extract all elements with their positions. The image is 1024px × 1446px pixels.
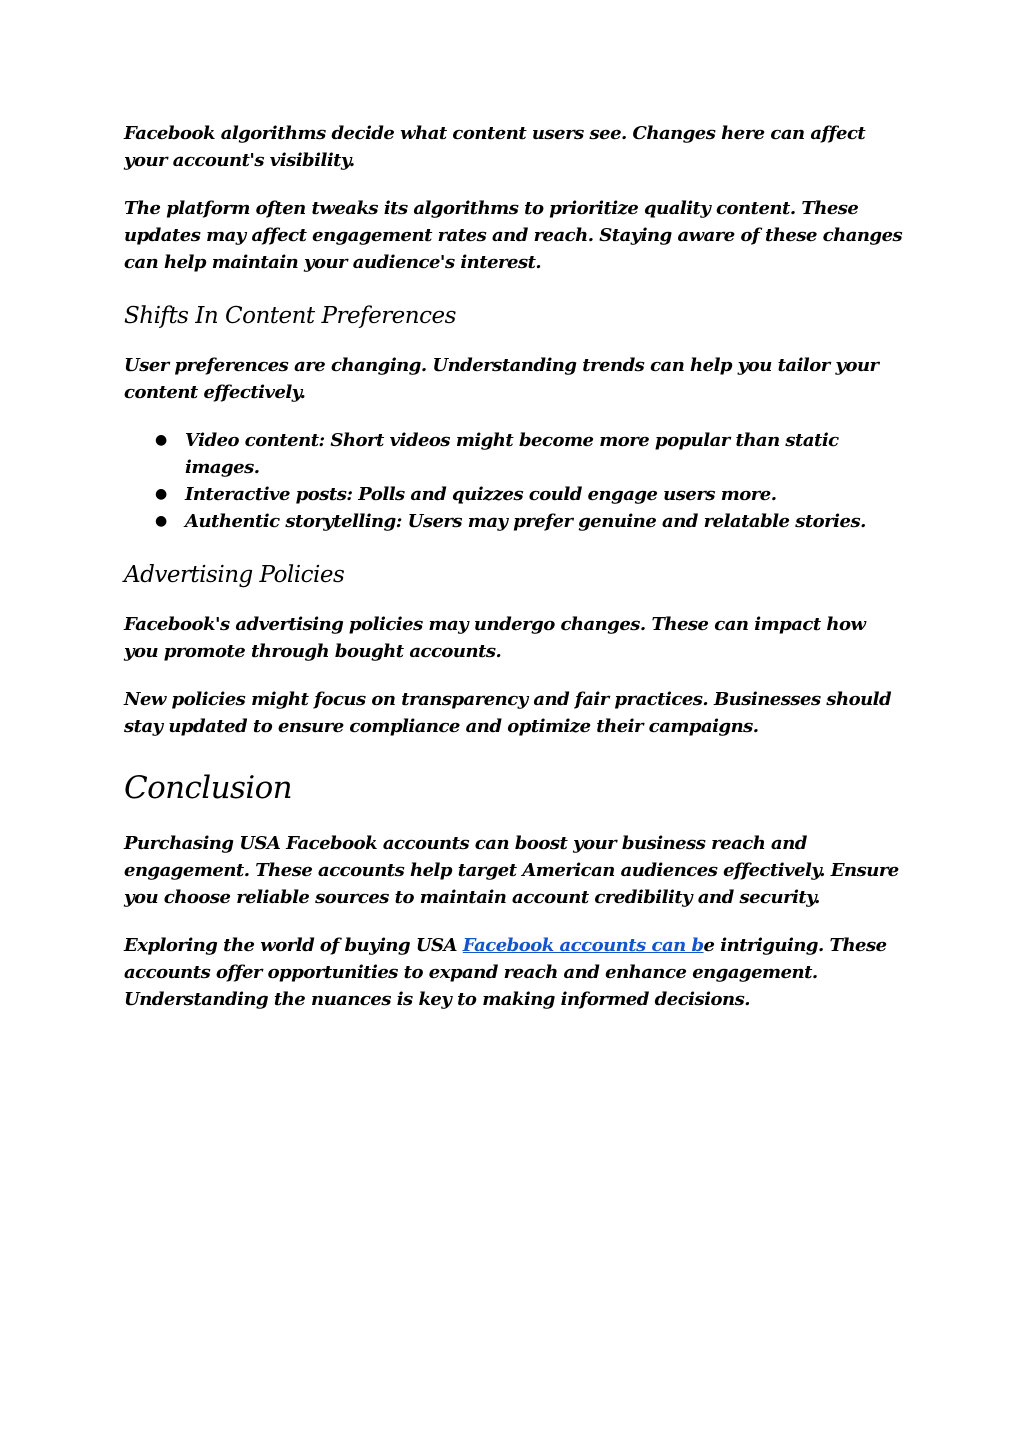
facebook-accounts-link[interactable]: Facebook accounts can b — [462, 935, 704, 956]
list-item-text: Video content: Short videos might become more popular than static images. — [185, 430, 839, 478]
list-item — [124, 481, 904, 508]
paragraph-text-before-link: Exploring the world of buying USA — [124, 935, 463, 956]
heading-shifts-in-content-preferences: Shifts In Content Preferences — [124, 303, 456, 329]
paragraph-algorithm-tweaks: The platform often tweaks its algorithms to prioritize quality content. These updates may affect engagement rates and reach. Staying aware of these changes can help maintain your audience's interest. — [124, 198, 903, 273]
paragraph-algorithms-intro: Facebook algorithms decide what content users see. Changes here can affect your account's visibility. — [124, 123, 866, 171]
list-item-text: Authentic storytelling: Users may prefer genuine and relatable stories. — [185, 511, 866, 532]
list-item-text: Interactive posts: Polls and quizzes could engage users more. — [185, 484, 777, 505]
paragraph-conclusion-summary: Purchasing USA Facebook accounts can boost your business reach and engagement. These accounts help target American audiences effectively. Ensure you choose reliable sources to maintain account credibility and security. — [124, 833, 899, 908]
bullet-icon: ● — [155, 486, 167, 502]
list-item — [124, 427, 904, 481]
preferences-bullet-list — [124, 427, 904, 535]
bullet-icon: ● — [155, 513, 167, 529]
heading-conclusion: Conclusion — [124, 770, 293, 806]
paragraph-conclusion-exploring — [124, 932, 904, 1013]
document-page — [124, 120, 904, 1013]
list-item — [124, 508, 904, 535]
paragraph-user-preferences: User preferences are changing. Understanding trends can help you tailor your content effectively. — [124, 355, 879, 403]
paragraph-text-after-link: e intriguing. These accounts offer opportunities to expand reach and enhance engagement. Understanding the nuances is key to making informed decisions. — [124, 935, 887, 1010]
heading-advertising-policies: Advertising Policies — [124, 562, 345, 588]
paragraph-advertising-policies: Facebook's advertising policies may undergo changes. These can impact how you promote through bought accounts. — [124, 614, 866, 662]
paragraph-new-policies: New policies might focus on transparency and fair practices. Businesses should stay updated to ensure compliance and optimize their campaigns. — [124, 689, 892, 737]
bullet-icon: ● — [155, 432, 167, 448]
